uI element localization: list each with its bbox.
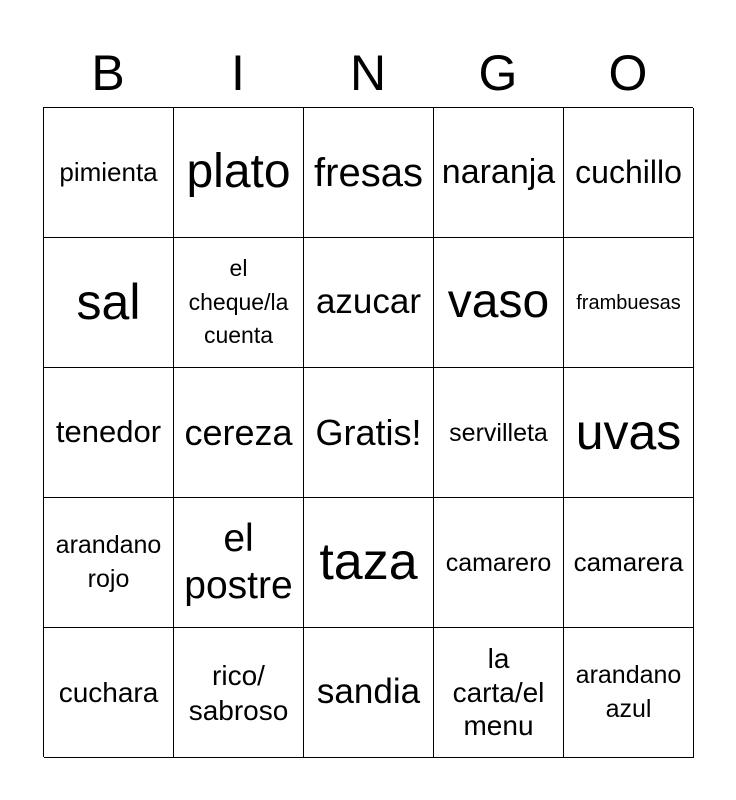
bingo-cell-label: sal [76,274,141,330]
bingo-cell[interactable] [434,498,564,628]
bingo-cell[interactable] [44,238,174,368]
bingo-cell[interactable] [564,498,694,628]
bingo-cell[interactable] [434,108,564,238]
bingo-cell[interactable] [434,628,564,758]
bingo-cell-label: rico/ sabroso [188,659,289,726]
bingo-cell[interactable] [564,628,694,758]
bingo-cell[interactable] [44,108,174,238]
bingo-cell-label: fresas [314,150,423,195]
bingo-cell[interactable] [564,368,694,498]
header-letter-g: G [478,45,518,101]
bingo-cell-label: pimienta [59,156,158,187]
bingo-cell-label: el postre [184,516,293,607]
bingo-cell-label: cereza [184,411,293,453]
bingo-cell[interactable] [304,108,434,238]
bingo-cell-label: camarero [445,548,552,577]
bingo-cell[interactable] [174,628,304,758]
bingo-cell-label: vaso [447,275,550,329]
bingo-cell[interactable] [304,368,434,498]
bingo-cell-label: taza [319,532,418,591]
bingo-cell-label: camarera [573,546,684,577]
bingo-cell-label: Gratis! [315,411,422,453]
bingo-cell[interactable] [304,628,434,758]
bingo-cell-label: tenedor [55,414,162,450]
bingo-cell[interactable] [44,498,174,628]
bingo-cell[interactable] [44,368,174,498]
bingo-cell-label: servilleta [449,418,548,447]
bingo-board [43,107,693,757]
header-letter-n: N [349,45,387,101]
bingo-cell-label: plato [186,145,291,199]
bingo-cell[interactable] [434,238,564,368]
bingo-cell-label: sandia [316,672,421,712]
bingo-cell[interactable] [304,238,434,368]
header-letter-i: I [231,45,245,101]
bingo-cell-label: azucar [315,282,422,322]
bingo-cell-label: el cheque/la cuenta [188,255,289,349]
header-letter-b: B [91,45,125,101]
bingo-header [43,40,693,106]
bingo-cell-label: frambuesas [576,291,681,314]
bingo-cell-label: arandano azul [575,660,682,723]
bingo-cell[interactable] [174,498,304,628]
bingo-cell-label: la carta/el menu [452,643,545,742]
bingo-cell-label: cuchillo [575,153,682,190]
bingo-cell-label: uvas [575,404,682,460]
bingo-cell[interactable] [44,628,174,758]
bingo-cell[interactable] [434,368,564,498]
bingo-cell[interactable] [174,108,304,238]
header-letter-o: O [608,45,648,101]
bingo-cell[interactable] [174,238,304,368]
bingo-cell[interactable] [564,238,694,368]
bingo-cell-label: naranja [441,152,556,191]
bingo-cell[interactable] [174,368,304,498]
bingo-cell-label: arandano rojo [55,530,162,593]
bingo-cell[interactable] [304,498,434,628]
bingo-cell-label: cuchara [58,676,159,708]
bingo-cell[interactable] [564,108,694,238]
